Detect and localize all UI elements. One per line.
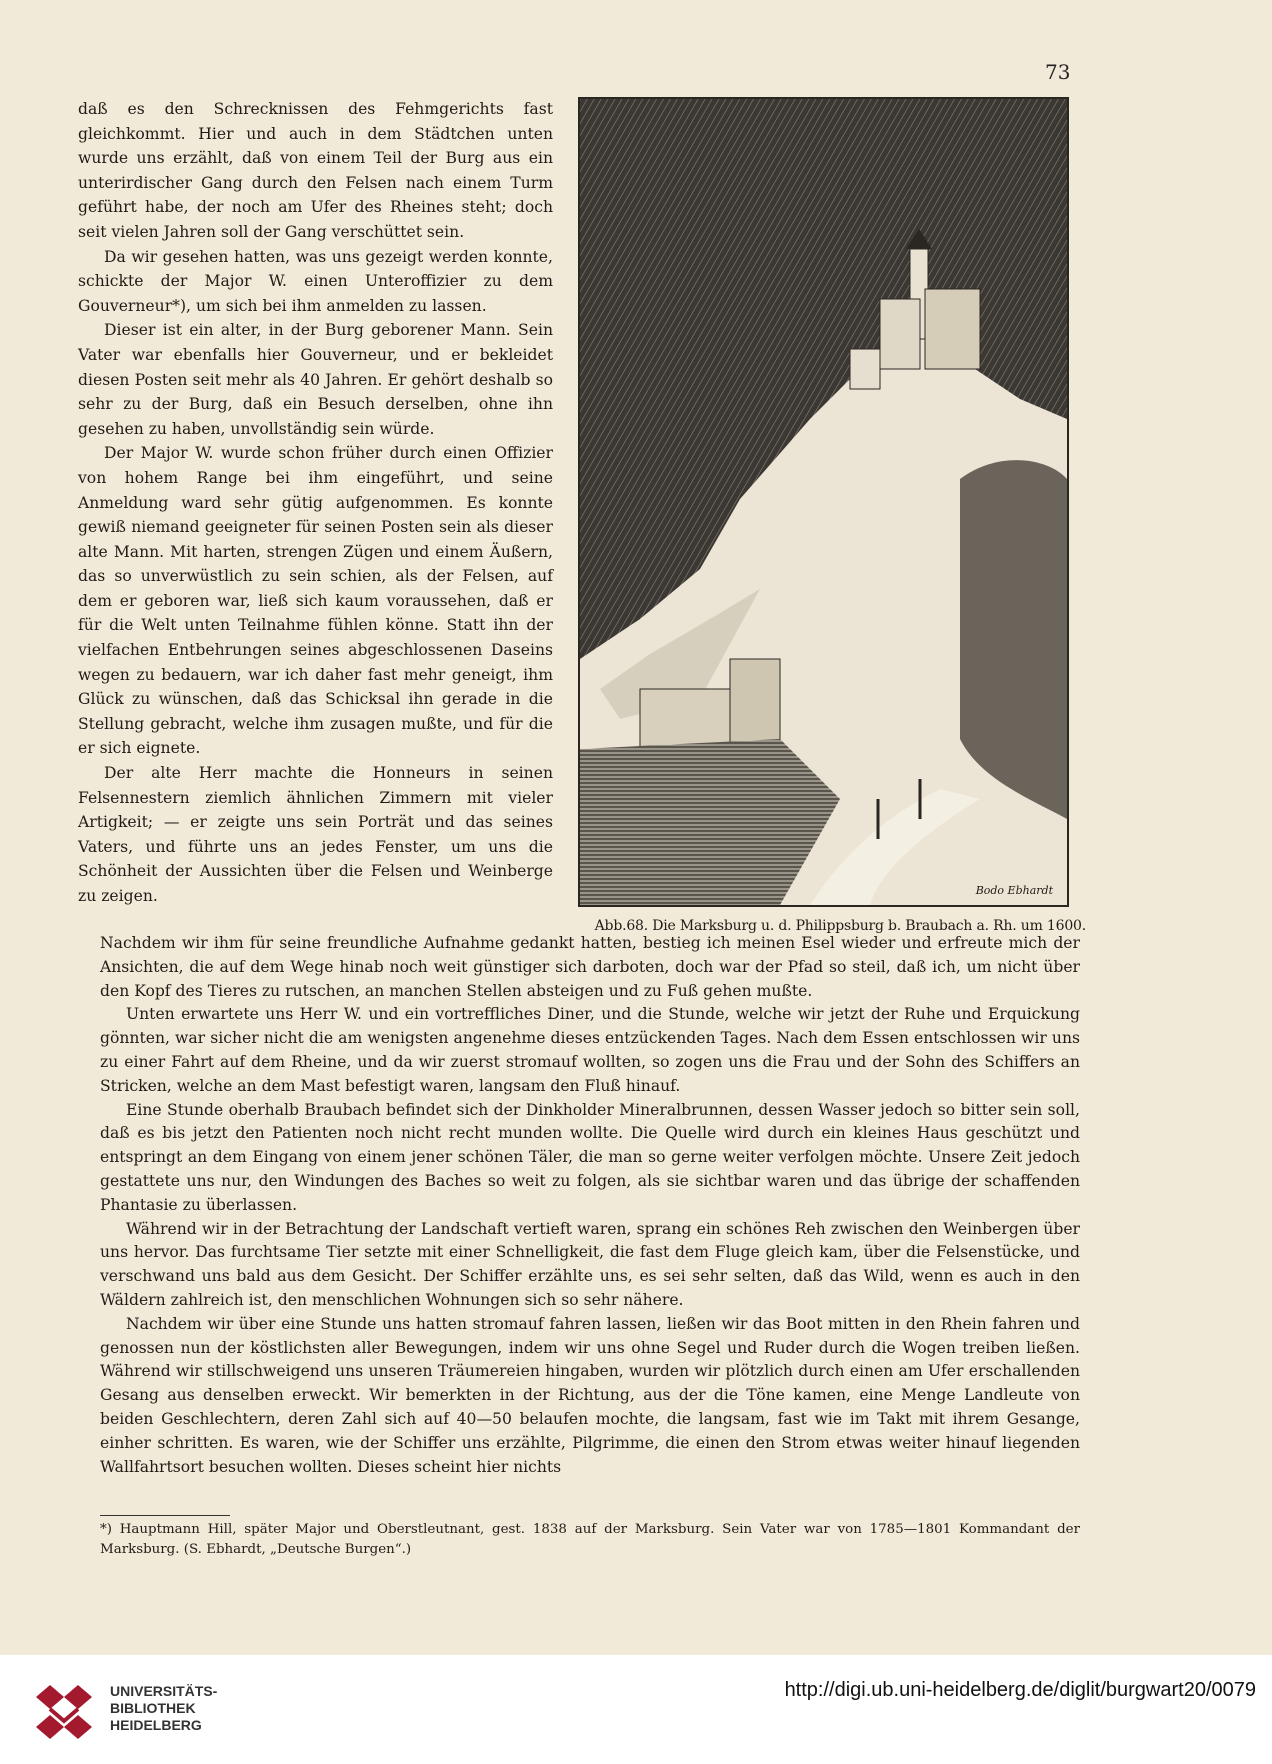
paragraph: Nachdem wir über eine Stunde uns hatten stromauf fahren lassen, ließen wir das Boot mitten in den Rhein fahren und genossen nun der köstlichsten aller Bewegungen, indem wir uns ohne Segel und Ruder durch die Wogen treiben ließen. Während wir stillschweigend uns unseren Träumereien hingaben, wurden wir plötzlich durch einen am Ufer erschallenden Gesang aus denselben erweckt. Wir bemerkten in der Richtung, aus der die Töne kamen, eine Menge Landleute von beiden Geschlechtern, deren Zahl sich auf 40—50 belaufen mochte, die langsam, fast wie im Takt mit ihrem Gesange, einher schritten. Es waren, wie der Schiffer uns erzählte, Pilgrimme, die einen den Strom etwas weiter hinauf liegenden Wallfahrtsort besuchen wollten. Dieses scheint hier nichts [100,1314,1080,1476]
paragraph: Da wir gesehen hatten, was uns gezeigt werden konnte, schickte der Major W. einen Unteroffizier zu dem Gouverneur*), um sich bei ihm anmelden zu lassen. [78,247,553,315]
paragraph: Während wir in der Betrachtung der Landschaft vertieft waren, sprang ein schönes Reh zwischen den Weinbergen über uns hervor. Das furchtsame Tier setzte mit einer Schnelligkeit, die fast dem Fluge gleich kam, über die Felsenstücke, und verschwand uns bald aus dem Gesicht. Der Schiffer erzählte uns, es sei sehr selten, daß das Wild, wenn es auch in den Wäldern zahlreich ist, den menschlichen Wohnungen sich so sehr nähere. [100,1219,1080,1309]
library-footer [0,1655,1272,1764]
castle-engraving [580,99,1067,905]
footnote: *) Hauptmann Hill, später Major und Oberstleutnant, gest. 1838 auf der Marksburg. Sein Vater war von 1785—1801 Kommandant der Marksburg. (S. Ebhardt, „Deutsche Burgen“.) [100,1522,1080,1557]
paragraph: daß es den Schrecknissen des Fehmgerichts fast gleichkommt. Hier und auch in dem Städtchen unten wurde uns erzählt, daß von einem Teil der Burg aus ein unterirdischer Gang durch den Felsen nach einem Turm geführt habe, der noch am Ufer des Rheines steht; doch seit vielen Jahren soll der Gang verschüttet sein. [78,100,553,241]
paragraph: Dieser ist ein alter, in der Burg geborener Mann. Sein Vater war ebenfalls hier Gouverneur, und er bekleidet diesen Posten seit mehr als 40 Jahren. Er gehört deshalb so sehr zu der Burg, daß ein Besuch derselben, ohne ihn gesehen zu haben, unvollständig sein würde. [78,321,553,438]
page-number: 73 [1045,60,1071,84]
full-width-text [100,932,1080,1479]
artist-signature: Bodo Ebhardt [975,884,1053,897]
library-name: UNIVERSITÄTS- BIBLIOTHEK HEIDELBERG [110,1683,218,1733]
marksburg-illustration [578,97,1069,907]
figure-caption: Abb.68. Die Marksburg u. d. Philippsburg b. Braubach a. Rh. um 1600. [594,918,1086,934]
paragraph: Nachdem wir ihm für seine freundliche Aufnahme gedankt hatten, bestieg ich meinen Esel wieder und erfreute mich der Ansichten, die auf dem Wege hinab noch weit günstiger sich darboten, doch war der Pfad so steil, daß ich, um nicht über den Kopf des Tieres zu rutschen, an manchen Stellen absteigen und zu Fuß gehen mußte. [100,934,1080,1000]
footnote-rule [100,1515,230,1516]
source-url-link[interactable]: http://digi.ub.uni-heidelberg.de/diglit/burgwart20/0079 [784,1679,1256,1701]
paragraph: Eine Stunde oberhalb Braubach befindet sich der Dinkholder Mineralbrunnen, dessen Wasser jedoch so bitter sein soll, daß es bis jetzt den Patienten noch nicht recht munden wollte. Die Quelle wird durch ein kleines Haus geschützt und entspringt an dem Eingang von einem jener schönen Täler, die man so gerne weiter verfolgen möchte. Unsere Zeit jedoch gestattete uns nur, den Windungen des Baches so weit zu folgen, als sie sichtbar waren und das übrige der schaffenden Phantasie zu überlassen. [100,1100,1080,1214]
paragraph: Der alte Herr machte die Honneurs in seinen Felsennestern ziemlich ähnlichen Zimmern mit vieler Artigkeit; — er zeigte uns sein Porträt und das seines Vaters, und führte uns an jedes Fenster, um uns die Schönheit der Aussichten über die Felsen und Weinberge zu zeigen. [78,764,553,905]
left-column-text [78,97,553,909]
paragraph: Unten erwartete uns Herr W. und ein vortreffliches Diner, und die Stunde, welche wir jetzt der Ruhe und Erquickung gönnten, war sicher nicht die am wenigsten angenehme dieses entzückenden Tages. Nach dem Essen entschlossen wir uns zu einer Fahrt auf dem Rheine, und da wir zuerst stromauf wollten, so zogen uns die Frau und der Sohn des Schiffers an Stricken, welche an dem Mast befestigt waren, langsam den Fluß hinauf. [100,1005,1080,1095]
university-library-logo-icon [28,1677,98,1747]
paragraph: Der Major W. wurde schon früher durch einen Offizier von hohem Range bei ihm eingeführt, und seine Anmeldung ward sehr gütig aufgenommen. Es konnte gewiß niemand geeigneter für seinen Posten sein als dieser alte Mann. Mit harten, strengen Zügen und einem Äußern, das so unverwüstlich zu sein schien, als der Felsen, auf dem er geboren war, ließ sich kaum voraussehen, daß er für die Welt unten Teilnahme fühlen könne. Statt ihn der vielfachen Entbehrungen seines abgeschlossenen Daseins wegen zu bedauern, war ich daher fast mehr geneigt, ihm Glück zu wünschen, daß das Schicksal ihn gerade in die Stellung gebracht, welche ihm zusagen mußte, und für die er sich eignete. [78,444,553,758]
